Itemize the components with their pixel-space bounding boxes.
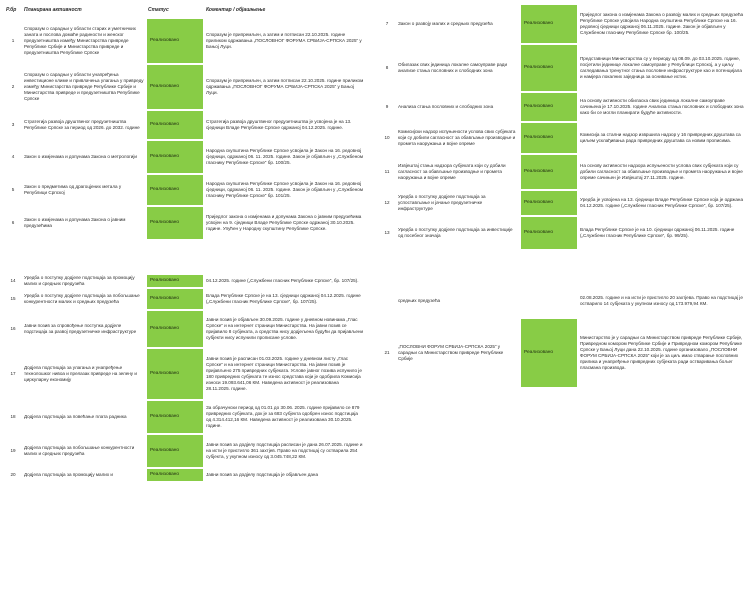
table-row [4,18,366,64]
status-cell [146,400,204,434]
row-number: 10 [384,135,390,141]
activity-cell: Закон о измјенама и допунама Закона о метрологији [24,154,137,160]
right-table-panel [378,4,746,388]
status-cell [146,468,204,482]
status-cell [520,122,578,154]
status-badge: Реализовано [147,207,203,239]
table-row [4,206,366,240]
row-number: 18 [10,414,16,420]
status-badge: Реализовано [521,123,577,153]
table-row [4,434,366,468]
status-badge: Реализовано [521,155,577,189]
table-header [4,4,366,18]
row-number: 4 [11,154,15,160]
status-cell [146,310,204,348]
table-body-left [4,18,366,482]
status-cell [520,216,578,250]
activity-cell: Уредба о поступку додјеле подстицаја за инвестиције од посебног значаја [398,227,513,238]
row-number: 5 [11,187,15,193]
activity-cell: Додјела подстицаја за улагања и унапређење технолошког нивоа и прелазак привреде на зелену и циркуларну економију [24,365,137,382]
page-break-gap [378,250,746,284]
status-badge: Реализовано [521,45,577,91]
comment-cell: Представници Министарства су у периоду од 08.09. до 03.10.2025. године, посјетили јединице локалне самоуправе у Републици Српској, а у циљу сагледавања тренутног стања пословне инфраструктуре као и потенцијала и намјера локалних заједница за оснивање истих. [580,56,742,79]
comment-cell: Јавни позив за додјелу подстицаја расписан је дана 26.07.2025. године и на исти је пристигло 361 захтјев. Право на подстицај су остварила 254 субјекта, у укупном износу од 3.045.748,22 КМ. [206,442,363,459]
table-row [378,92,746,122]
activity-cell: Додјела подстицаја за побољшање конкурентности малих и средњих предузећа [24,445,135,456]
activity-cell: Извјештај стања надзора субјеката који су добили сагласност за обављање производње и промета наоружања и војне опреме [398,163,506,180]
comment-cell: На основу активности надзора испуњености услова свих субјеката који су добили сагласност за обављање производње и промета наоружања и војне опреме сачињен је Извјештај 27.11.2025. године. [580,163,743,180]
status-badge: Реализовано [521,217,577,249]
status-cell [146,174,204,206]
table-row [378,318,746,388]
row-number: 21 [384,350,390,356]
status-badge: Реализовано [147,275,203,287]
activity-cell: Закон о измјенама и допунама Закона о јавним предузећима [24,217,126,228]
status-cell [146,140,204,174]
activity-cell: Додјела подстицаја за повећање плата радника [24,414,127,420]
table-row [378,190,746,216]
activity-cell: Закон о развоју малих и средњих предузећа [398,21,493,27]
header-number: Р.бр [6,7,17,14]
status-badge: Реализовано [147,175,203,205]
status-cell [520,318,578,388]
table-row [4,468,366,482]
status-cell [146,288,204,310]
comment-cell: Влада Републике Српске је на 10. сједници одржаној 06.11.2025. године („Службени гласник Републике Српске“, бр. 99/25). [580,227,735,238]
table-row [378,154,746,190]
row-number: 11 [384,169,390,175]
status-cell [520,284,578,318]
table-row [378,4,746,44]
comment-cell: Влада Републике Српске је на 13. сједници одржаној 04.12.2025. године („Службени гласник Републике Српске“, бр. 107/25). [206,293,361,304]
activity-cell: Уредба о поступку додјеле подстицаја за успостављање и јачање предузетничке инфраструктуре [398,194,486,211]
row-number: 3 [11,122,15,128]
status-badge: Реализовано [147,65,203,109]
activity-cell: „ПОСЛОВНИ ФОРУМ СРБИЈА-СРПСКА 2025“ у сарадњи са Министарством привреде Републике Србије [398,344,504,361]
row-number [378,284,396,318]
header-comment: Коментар / објашњење [206,7,266,14]
row-number: 19 [10,448,16,454]
status-badge: Реализовано [521,5,577,43]
status-badge: Реализовано [521,319,577,387]
table-row [4,288,366,310]
row-number: 2 [11,84,15,90]
page-break-cell [4,240,366,274]
activity-cell: Стратегија развоја друштвеног предузетништва Републике Српске за период од 2026. до 2032. године [24,119,140,130]
comment-cell: 02.08.2025. године и на исти је пристигло 20 захтјева. Право на подстицај је остварило 14 субјеката у укупном износу од 173.979,94 КМ. [580,295,743,306]
table-row [378,44,746,92]
row-number: 7 [385,21,389,27]
comment-cell: Јавни позив је објављен 30.09.2025. године у дневном новинама „Глас Српске“ и на интернет страници Министарства. На јавни позив се пријавило 8 субјеката, а средства нису додјељена будући да пријављени субјекти нису испунили прописане услове. [206,317,364,340]
table-row [4,400,366,434]
table-row [4,64,366,110]
comment-cell: Народна скупштина Републике Српске усвојила је Закон на 16. редовној сједници, одржаној 06. 11. 2025. године. Закон је објављен у „Службеном гласнику Републике Српске“ бр. 100/25. [206,148,363,165]
activity-cell: Споразум о сарадњи у области унапређења инвестиционе климе и привлачења улагања у привреду између Министарства привреде Републике Србије и Министарства привреде и предузетништва Републике Српске [24,72,144,101]
table-row [4,174,366,206]
activities-table-left [4,4,366,482]
comment-cell: Стратегија развоја друштвеног предузетништва је усвојена је на 13. сједници Владе Републике Српске одржаној 04.12.2025. године. [206,119,352,130]
header-status: Статус [148,7,169,14]
activity-cell: Закон о предметима од драгоцјених метала у Републици Српској [24,184,122,195]
comment-cell: Приједлог закона о измјенама и допунама Закона о јавним предузећима усвојен на 9. сједници Владе Републике Српске одржаној 30.10.2025. године. Упућен у Народну скупштину Републике Српске. [206,214,362,231]
table-row [378,122,746,154]
status-badge: Реализовано [147,289,203,309]
status-badge: Реализовано [147,469,203,481]
comment-cell: На основу активности обиласка свих јединица локалне самоуправе сачињена је 17.10.2025. године Анализа стања пословних и слободних зона како би се могли планирати будуће активности. [580,98,744,115]
activities-table-right [378,4,746,388]
table-row [4,110,366,140]
row-number: 17 [10,371,16,377]
page-break-cell [378,250,746,284]
status-badge: Реализовано [147,435,203,467]
status-cell [146,64,204,110]
status-badge: Реализовано [521,191,577,215]
row-number: 9 [385,104,389,110]
activity-cell: Споразум о сарадњи у области старих и уметничких заната и послова домаће радиности и женског предузетништва између Министарства привреде Републике Србије и Министарства привреде и предузетништва Републике Српске [24,26,136,55]
left-table-panel [4,4,366,482]
header-activity: Планирана активност [24,7,82,14]
row-number: 13 [384,230,390,236]
table-row [4,274,366,288]
comment-cell: Комисија за стални надзор извршила надзор у 16 привредних друштава са циљем усклађивања рада привредних друштава са новим прописима. [580,132,741,143]
comment-cell: Јавни позив је расписан 01.03.2025. године у дневном листу „Глас Српске“ и на интернет страници Министарства. На јавни позив је пријављено 275 привредних субјеката. Услове јавног позива испунило је 180 привредних субјеката те износ средстава који је одобрила Комисија износи 19.093.641,06 КМ. Наведена активност је реализована 28.11.2025. године. [206,356,362,391]
activity-cell: Комисијски надзор испуњености услова свих субјеката који су добили сагласност за обављање производње и промета наоружања и војне опреме [398,129,516,146]
comment-cell: Приједлог закона о измјенама Закона о развоју малих и средњих предузећа Републике Српске усвојила Народна скупштина Републике Српске на 16. редовној сједници одржаној 06.11.2025. године. Закон је објављен у Службеном гласнику Републике Српске бр. 100/25. [580,12,744,35]
activity-cell: Уредба о поступку додјеле подстицаја за промоцију малих и средњих предузећа [24,275,135,286]
status-badge: Реализовано [521,93,577,121]
comment-cell: Уредба је усвојена на 13. сједници Владе Републике Српске која је одржана 04.12.2025. године („Службени гласник Републике Српске“, бр. 107/25). [580,197,744,208]
status-cell [520,4,578,44]
status-badge: Реализовано [147,349,203,399]
comment-cell: Јавни позив за додјелу подстицаја је објављен дана [206,472,319,478]
status-badge: Реализовано [147,19,203,63]
status-cell [146,18,204,64]
comment-cell: Министарство је у сарадњи са Министарством привреде Републике Србије, Привредном комором Републике Србије и Привредном комором Републике Српске у Бањој Луци дана 22.10.2025. године организовало „ПОСЛОВНИ ФОРУМ СРБИЈА-СРПСКА 2025“ који је за циљ имао стварање пословних прилика и унапређење привредних субјеката ради остваривања бољег пласмана производа. [580,335,743,370]
activity-cell: средњих предузећа [398,298,441,304]
status-badge: Реализовано [147,311,203,347]
page-break-gap [4,240,366,274]
status-cell [146,434,204,468]
status-cell [520,190,578,216]
status-badge: Реализовано [147,111,203,139]
status-cell [520,92,578,122]
status-badge: Реализовано [147,401,203,433]
status-cell [520,44,578,92]
row-number: 12 [384,200,390,206]
activity-cell: Додјела подстицаја за промоцију малих и [24,472,113,478]
table-row [4,310,366,348]
table-row [378,216,746,250]
row-number: 14 [10,278,16,284]
comment-cell: Споразум је припремљен, а затим и потписан 22.10.2025. године приликом одржавања „ПОСЛОВНОГ ФОРУМА СРБИЈА-СРПСКА 2025“ у Бањој Луци. [206,32,362,49]
row-number: 6 [11,220,15,226]
comment-cell: Споразум је припремљен, а затим потписан 22.10.2025. године приликом одржавања „ПОСЛОВНОГ ФОРУМА СРБИЈА-СРПСКА 2025“ у Бањој Луци. [206,78,364,95]
table-body-right [378,4,746,388]
row-number: 15 [10,296,16,302]
activity-cell: Јавни позив за спровођење поступка додјеле подстицаја за развој предузетничке инфраструктуре [24,323,137,334]
row-number: 20 [10,472,16,478]
activity-cell: Уредба о поступку додјеле подстицаја за побољшање конкурентности малих и средњих предузећа [24,293,140,304]
table-row [4,348,366,400]
status-badge: Реализовано [147,141,203,173]
activity-cell: Анализа стања пословних и слободних зона [398,104,494,110]
row-number: 8 [385,65,389,71]
activity-cell: Обилазак свих јединица локалне самоуправе ради анализе стања пословних и слободних зона [398,62,508,73]
status-cell [146,348,204,400]
status-cell [146,206,204,240]
table-row [4,140,366,174]
status-cell [146,274,204,288]
status-cell [520,154,578,190]
comment-cell: За обрачунски период од 01.01 до 30.06. 2025. године пријавило се 879 привредних субјеката, док је за 683 субјекта одобрен износ подстицаја од 4.314.412,16 КМ. Наведена активност је реализована 30.10.2025. године. [206,405,360,428]
comment-cell: 04.12.2025. године („Службени гласник Републике Српске“, бр. 107/25). [206,278,359,284]
status-cell [146,110,204,140]
row-number: 1 [11,38,15,44]
table-row [378,284,746,318]
row-number: 16 [10,326,16,332]
comment-cell: Народна скупштина Републике Српске усвојила је Закон на 16. редовној сједници, одржаној 06. 11. 2025. године. Закон је објављен у „Службеном гласнику Републике Српске“ бр. 101/25. [206,181,363,198]
